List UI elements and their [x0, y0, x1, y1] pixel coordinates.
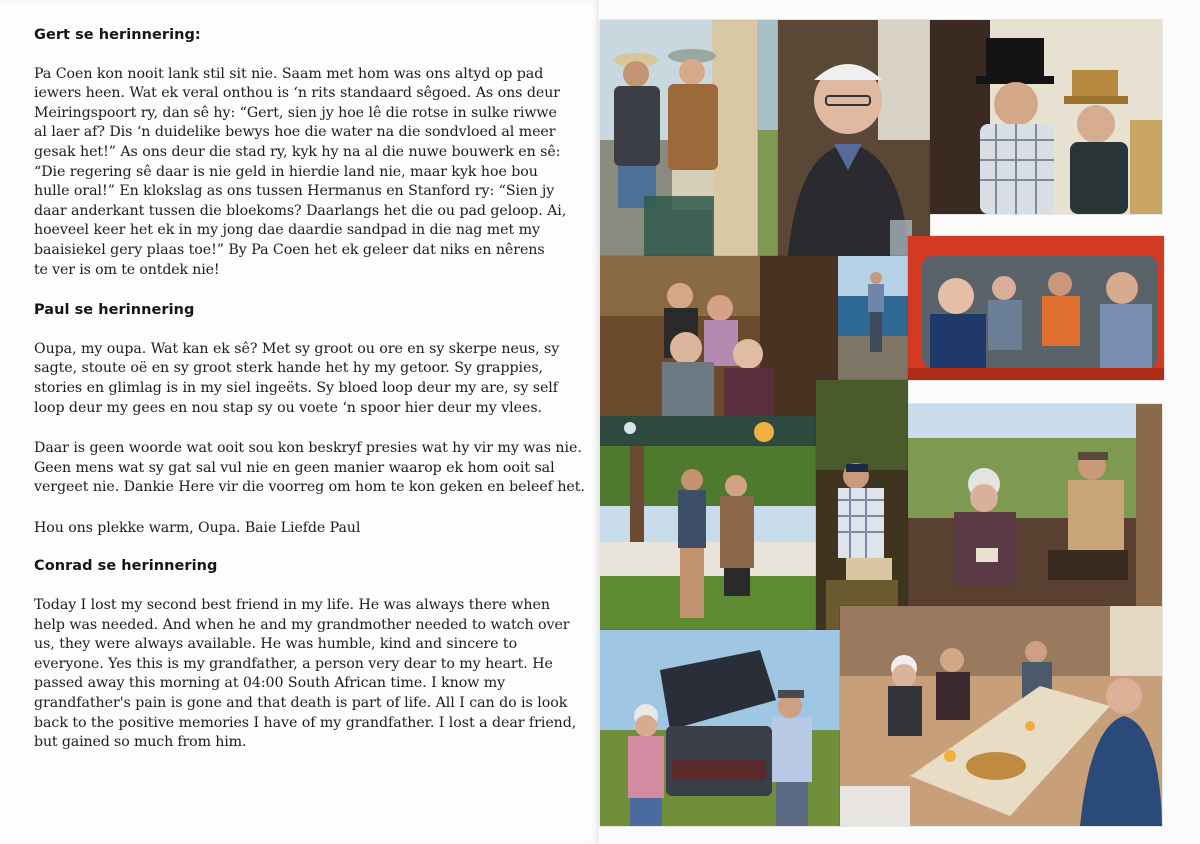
photo-couple-on-veranda — [908, 404, 1162, 606]
photo-collage — [600, 0, 1200, 844]
section-heading-conrad: Conrad se herinnering — [34, 558, 218, 575]
text-line: passed away this morning at 04:00 South African time. I know my — [34, 675, 506, 692]
photo-strip-grass — [758, 20, 778, 256]
photo-restaurant-couple — [600, 256, 838, 446]
text-line: hulle oral!” En klokslag as ons tussen Hermanus en Stanford ry: “Sien jy — [34, 183, 555, 200]
text-line: Hou ons plekke warm, Oupa. Baie Liefde Paul — [34, 519, 361, 536]
memorial-text-column — [34, 26, 600, 774]
section-heading-gert: Gert se herinnering: — [34, 27, 201, 43]
text-line: help was needed. And when he and my grandmother needed to watch over — [34, 616, 570, 633]
text-line: Geen mens wat sy gat sal vul nie en geen manier waarop ek hom ooit sal — [34, 459, 555, 476]
text-line: al laer af? Dis ‘n duidelike bewys hoe die water na die sondvloed al meer — [34, 124, 556, 141]
paragraph-gert — [34, 65, 600, 281]
paragraph-conrad — [34, 596, 600, 753]
text-line: back to the positive memories I have of my grandfather. I lost a dear friend, — [34, 714, 577, 731]
photo-family-in-red-car — [908, 236, 1164, 380]
text-line: everyone. Yes this is my grandfather, a person very dear to my heart. He — [34, 655, 553, 672]
text-line: hoeveel keer het ek in my jong dae daardie sandpad in die nag met my — [34, 222, 540, 239]
paragraph-paul-3 — [34, 519, 600, 539]
text-line: Oupa, my oupa. Wat kan ek sê? Met sy groot ou ore en sy skerpe neus, sy — [34, 340, 560, 357]
text-line: iewers heen. Wat ek veral onthou is ‘n rits standaard sêgoed. As ons deur — [34, 85, 561, 102]
text-line: sagte, stoute oë en sy groot sterk hande het hy my getoor. Sy grappies, — [34, 360, 543, 377]
text-line: Daar is geen woorde wat ooit sou kon beskryf presies wat hy vir my was nie. — [34, 440, 582, 457]
text-line: us, they were always available. He was humble, kind and sincere to — [34, 636, 518, 653]
photo-old-man-glasses — [778, 20, 930, 256]
text-line: but gained so much from him. — [34, 734, 247, 751]
text-line: baaisiekel gery plaas toe!” By Pa Coen het ek geleer dat niks en nêrens — [34, 241, 545, 258]
paragraph-paul-2 — [34, 439, 600, 498]
section-heading-paul: Paul se herinnering — [34, 302, 195, 319]
text-line: stories en glimlag is in my siel ingeëts. Sy bloed loop deur my are, sy self — [34, 379, 558, 396]
text-line: Pa Coen kon nooit lank stil sit nie. Saam met hom was ons altyd op pad — [34, 65, 544, 82]
text-line: gesak het!” As ons deur die stad ry, kyk hy na al die nuwe bouwerk en sê: — [34, 143, 561, 160]
text-line: loop deur my gees en nou stap sy ou voete ‘n spoor hier deur my vlees. — [34, 399, 542, 416]
text-line: Today I lost my second best friend in my life. He was always there when — [34, 597, 550, 614]
photo-man-kneeling-garden — [816, 380, 908, 630]
photo-picnic-car-boot — [600, 630, 840, 826]
photo-couple-under-tree — [600, 446, 816, 630]
text-line: grandfather's pain is gone and that death is part of life. All I can do is look — [34, 695, 568, 712]
text-line: “Die regering sê daar is nie geld in hierdie land nie, maar kyk hoe bou — [34, 163, 538, 180]
photo-family-dinner-table — [840, 606, 1162, 826]
right-page-photo-collage — [600, 0, 1200, 844]
text-line: te ver is om te ontdek nie! — [34, 261, 220, 278]
text-line: daar anderkant tussen die bloekoms? Daarlangs het die ou pad geloop. Ai, — [34, 202, 567, 219]
photo-man-at-sea — [838, 256, 908, 380]
photo-two-men-hats-outdoors — [600, 20, 758, 256]
text-line: Meiringspoort ry, dan sê hy: “Gert, sien jy hoe lê die rotse in sulke riwwe — [34, 104, 557, 121]
paragraph-paul-1 — [34, 340, 600, 418]
photo-couple-top-hats — [930, 20, 1162, 214]
text-line: vergeet nie. Dankie Here vir die voorreg om hom te kon geken en beleef het. — [34, 479, 585, 496]
